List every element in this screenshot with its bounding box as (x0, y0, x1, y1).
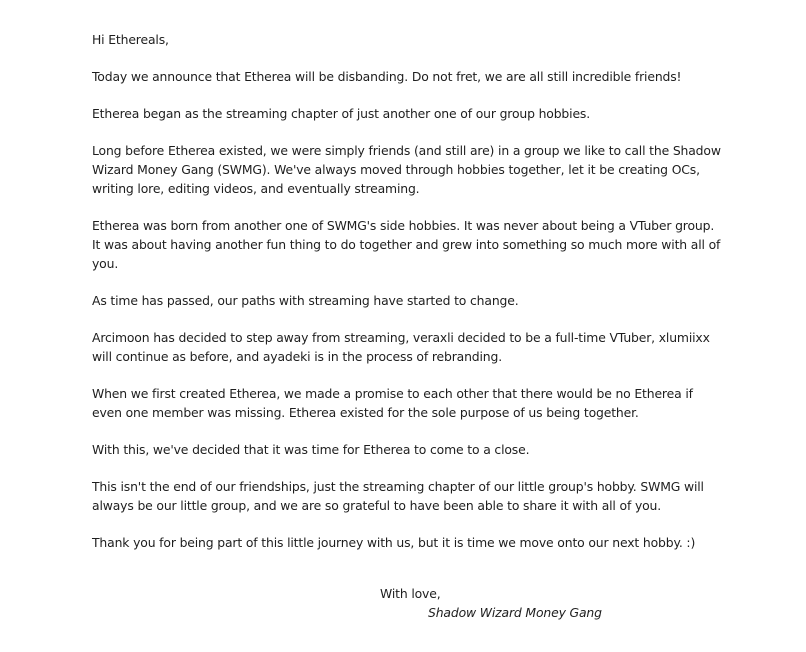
paragraph-thanks: Thank you for being part of this little journey with us, but it is time we move onto our next hobby. :) (92, 535, 696, 550)
signature: Shadow Wizard Money Gang (428, 605, 602, 620)
paragraph-friendship: This isn't the end of our friendships, just the streaming chapter of our little group's hobby. SWMG will always be our little group, and we are so grateful to have been able to share it with all of you. (92, 479, 704, 513)
paragraph-history: Long before Etherea existed, we were simply friends (and still are) in a group we like to call the Shadow Wizard Money Gang (SWMG). We've always moved through hobbies together, let it be creating OCs, writing lore, editing videos, and eventually streaming. (92, 143, 721, 196)
paragraph-promise: When we first created Etherea, we made a promise to each other that there would be no Etherea if even one member was missing. Etherea existed for the sole purpose of us being together. (92, 386, 693, 420)
greeting: Hi Ethereals, (92, 32, 169, 47)
paragraph-change: As time has passed, our paths with streaming have started to change. (92, 293, 519, 308)
letter-body (92, 30, 722, 570)
paragraph-origin: Etherea began as the streaming chapter of just another one of our group hobbies. (92, 106, 591, 121)
paragraph-decision: With this, we've decided that it was time for Etherea to come to a close. (92, 442, 530, 457)
paragraph-announcement: Today we announce that Etherea will be disbanding. Do not fret, we are all still incredible friends! (92, 69, 682, 84)
signoff: With love, (380, 586, 441, 601)
paragraph-birth: Etherea was born from another one of SWMG's side hobbies. It was never about being a VTuber group. It was about having another fun thing to do together and grew into something so much more with all of you. (92, 218, 721, 271)
paragraph-members: Arcimoon has decided to step away from streaming, veraxli decided to be a full-time VTuber, xlumiixx will continue as before, and ayadeki is in the process of rebranding. (92, 330, 710, 364)
